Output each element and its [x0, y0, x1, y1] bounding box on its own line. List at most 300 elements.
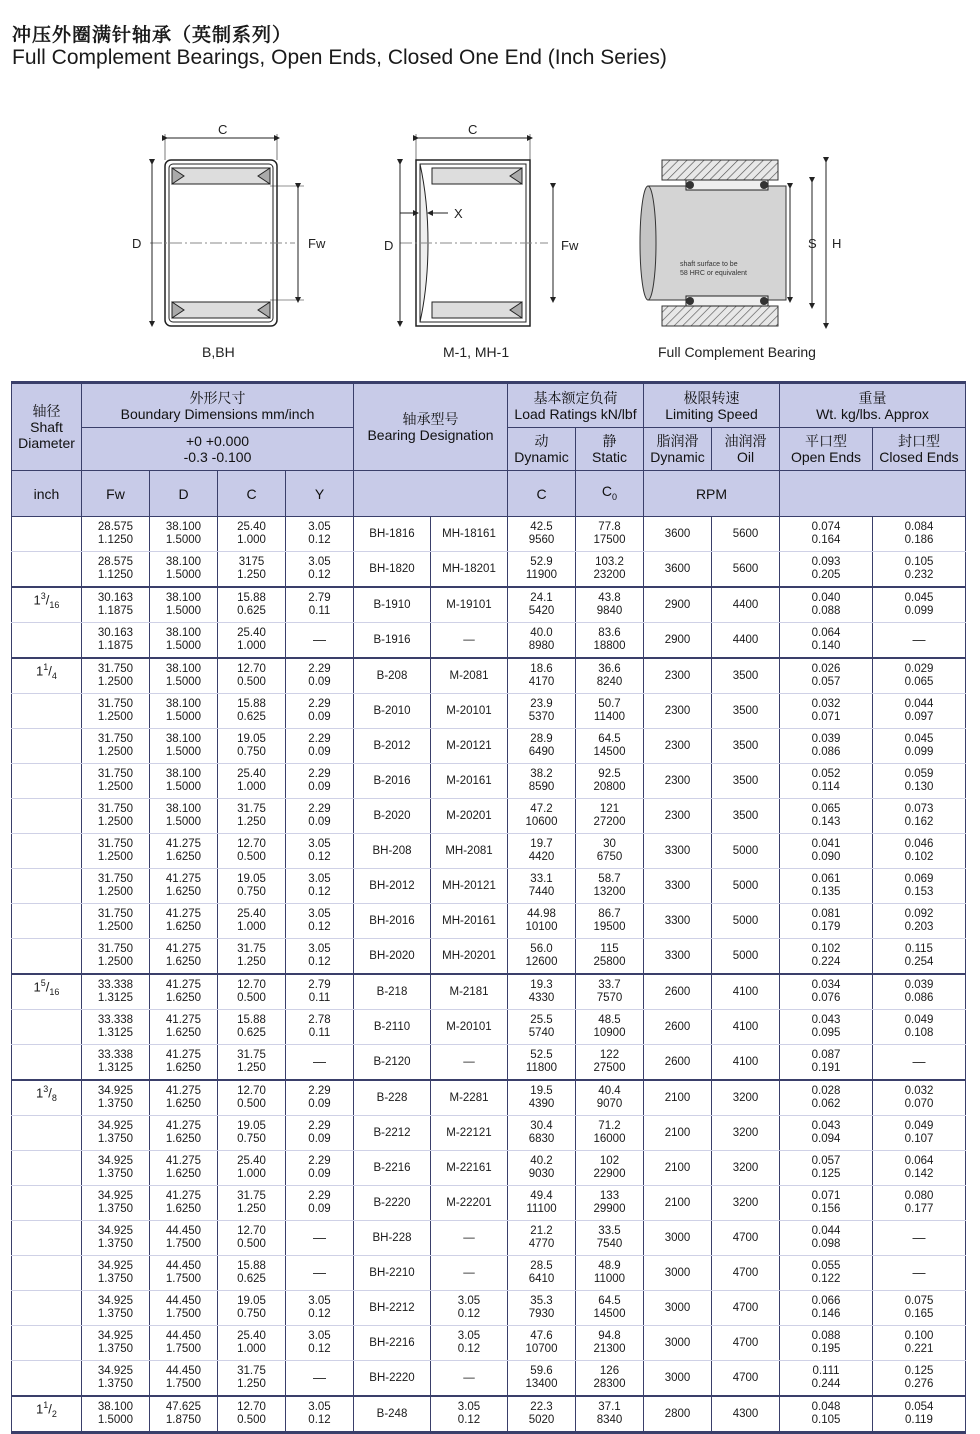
cell-designation-m: 3.05 0.12 — [431, 1291, 508, 1326]
cell-y: 2.79 0.11 — [286, 974, 354, 1010]
shaft-diameter — [12, 869, 82, 904]
cell-static: 103.2 23200 — [576, 552, 644, 588]
cell-static: 77.8 17500 — [576, 517, 644, 552]
cell-speed-grease: 3000 — [644, 1326, 712, 1361]
cell-speed-grease: 3300 — [644, 939, 712, 975]
shaft-diameter — [12, 1151, 82, 1186]
cell-speed-oil: 3200 — [712, 1116, 780, 1151]
header-grease: 脂润滑 Dynamic — [644, 428, 712, 471]
cell-c: 31.75 1.250 — [218, 1045, 286, 1081]
dim-d-m: D — [384, 238, 394, 253]
cell-designation-m: MH-20121 — [431, 869, 508, 904]
cell-speed-grease: 2300 — [644, 694, 712, 729]
cell-fw: 34.925 1.3750 — [82, 1116, 150, 1151]
cell-dynamic: 38.2 8590 — [508, 764, 576, 799]
cell-dynamic: 40.0 8980 — [508, 623, 576, 659]
col-fw: Fw — [82, 471, 150, 517]
cell-static: 94.8 21300 — [576, 1326, 644, 1361]
cell-c: 15.88 0.625 — [218, 1010, 286, 1045]
diagram-caption-m-mh: M-1, MH-1 — [443, 344, 510, 360]
shaft-diameter: $1^1/_4$ — [12, 658, 82, 694]
cell-weight-closed: 0.029 0.065 — [873, 658, 966, 694]
cell-designation-m: MH-18161 — [431, 517, 508, 552]
cell-designation-b: B-1916 — [354, 623, 431, 659]
cell-speed-oil: 4700 — [712, 1361, 780, 1397]
cell-c: 25.40 1.000 — [218, 1326, 286, 1361]
cell-designation-b: BH-2220 — [354, 1361, 431, 1397]
table-row — [12, 799, 966, 834]
table-row — [12, 1291, 966, 1326]
cell-y: 2.29 0.09 — [286, 1151, 354, 1186]
header-oil: 油润滑 Oil — [712, 428, 780, 471]
cell-y: — — [286, 1361, 354, 1397]
cell-fw: 34.925 1.3750 — [82, 1361, 150, 1397]
cell-d: 44.450 1.7500 — [150, 1361, 218, 1397]
cell-fw: 33.338 1.3125 — [82, 974, 150, 1010]
cell-speed-oil: 5600 — [712, 517, 780, 552]
cell-designation-m: M-22201 — [431, 1186, 508, 1221]
cell-weight-closed: 0.049 0.107 — [873, 1116, 966, 1151]
cell-speed-oil: 3200 — [712, 1186, 780, 1221]
col-c: C — [218, 471, 286, 517]
cell-weight-open: 0.074 0.164 — [780, 517, 873, 552]
cell-designation-b: B-208 — [354, 658, 431, 694]
cell-d: 41.275 1.6250 — [150, 1151, 218, 1186]
cell-d: 38.100 1.5000 — [150, 552, 218, 588]
cell-fw: 31.750 1.2500 — [82, 834, 150, 869]
cell-static: 33.7 7570 — [576, 974, 644, 1010]
shaft-diameter — [12, 729, 82, 764]
cell-designation-m: 3.05 0.12 — [431, 1326, 508, 1361]
cell-c: 19.05 0.750 — [218, 729, 286, 764]
cell-weight-open: 0.061 0.135 — [780, 869, 873, 904]
cell-d: 41.275 1.6250 — [150, 974, 218, 1010]
cell-designation-m: MH-20201 — [431, 939, 508, 975]
table-row — [12, 623, 966, 659]
cell-static: 50.7 11400 — [576, 694, 644, 729]
cell-y: 3.05 0.12 — [286, 834, 354, 869]
shaft-diameter — [12, 799, 82, 834]
cell-c: 3175 1.250 — [218, 552, 286, 588]
cell-designation-m: M-22121 — [431, 1116, 508, 1151]
cell-designation-b: BH-2012 — [354, 869, 431, 904]
cell-c: 12.70 0.500 — [218, 1396, 286, 1433]
cell-weight-closed: 0.049 0.108 — [873, 1010, 966, 1045]
cell-fw: 34.925 1.3750 — [82, 1291, 150, 1326]
cell-static: 121 27200 — [576, 799, 644, 834]
cell-designation-m: M-19101 — [431, 587, 508, 623]
cell-weight-open: 0.043 0.094 — [780, 1116, 873, 1151]
cell-weight-closed: 0.046 0.102 — [873, 834, 966, 869]
table-row — [12, 1186, 966, 1221]
cell-y: 2.29 0.09 — [286, 1080, 354, 1116]
cell-y: 3.05 0.12 — [286, 552, 354, 588]
cell-speed-grease: 3600 — [644, 517, 712, 552]
cell-y: 2.29 0.09 — [286, 1116, 354, 1151]
table-row — [12, 974, 966, 1010]
cell-weight-open: 0.040 0.088 — [780, 587, 873, 623]
cell-designation-b: BH-2216 — [354, 1326, 431, 1361]
dim-fw: Fw — [308, 236, 326, 251]
cell-dynamic: 18.6 4170 — [508, 658, 576, 694]
cell-static: 36.6 8240 — [576, 658, 644, 694]
cell-c: 25.40 1.000 — [218, 517, 286, 552]
cell-weight-closed: 0.105 0.232 — [873, 552, 966, 588]
cell-fw: 38.100 1.5000 — [82, 1396, 150, 1433]
cell-speed-oil: 3200 — [712, 1151, 780, 1186]
cell-d: 41.275 1.6250 — [150, 1186, 218, 1221]
cell-y: — — [286, 623, 354, 659]
cell-y: 2.79 0.11 — [286, 587, 354, 623]
cell-designation-m: MH-20161 — [431, 904, 508, 939]
cell-y: 3.05 0.12 — [286, 1326, 354, 1361]
bearing-diagrams — [0, 100, 980, 370]
cell-d: 38.100 1.5000 — [150, 623, 218, 659]
shaft-diameter — [12, 1116, 82, 1151]
cell-designation-m: M-20101 — [431, 694, 508, 729]
table-row — [12, 1116, 966, 1151]
diagram-m-mh — [384, 122, 579, 360]
cell-static: 40.4 9070 — [576, 1080, 644, 1116]
cell-speed-oil: 3500 — [712, 694, 780, 729]
cell-designation-b: B-1910 — [354, 587, 431, 623]
cell-weight-open: 0.111 0.244 — [780, 1361, 873, 1397]
cell-weight-closed: 0.045 0.099 — [873, 729, 966, 764]
table-row — [12, 1080, 966, 1116]
cell-weight-open: 0.032 0.071 — [780, 694, 873, 729]
cell-designation-b: B-2212 — [354, 1116, 431, 1151]
cell-speed-grease: 3600 — [644, 552, 712, 588]
cell-speed-grease: 2600 — [644, 974, 712, 1010]
cell-fw: 28.575 1.1250 — [82, 552, 150, 588]
cell-static: 64.5 14500 — [576, 1291, 644, 1326]
cell-static: 58.7 13200 — [576, 869, 644, 904]
table-row — [12, 694, 966, 729]
dim-c-m: C — [468, 122, 478, 137]
cell-static: 122 27500 — [576, 1045, 644, 1081]
cell-d: 38.100 1.5000 — [150, 658, 218, 694]
cell-weight-open: 0.071 0.156 — [780, 1186, 873, 1221]
cell-d: 41.275 1.6250 — [150, 1045, 218, 1081]
cell-y: — — [286, 1221, 354, 1256]
cell-weight-closed: — — [873, 623, 966, 659]
shaft-diameter: $1^3/_{16}$ — [12, 587, 82, 623]
cell-designation-b: B-2012 — [354, 729, 431, 764]
cell-c: 31.75 1.250 — [218, 799, 286, 834]
diagram-full-complement — [640, 160, 841, 360]
cell-dynamic: 25.5 5740 — [508, 1010, 576, 1045]
cell-designation-b: BH-2020 — [354, 939, 431, 975]
header-designation: 轴承型号 Bearing Designation — [354, 383, 508, 471]
cell-d: 38.100 1.5000 — [150, 694, 218, 729]
cell-weight-closed: 0.069 0.153 — [873, 869, 966, 904]
cell-y: 3.05 0.12 — [286, 869, 354, 904]
cell-weight-open: 0.039 0.086 — [780, 729, 873, 764]
cell-static: 115 25800 — [576, 939, 644, 975]
cell-d: 44.450 1.7500 — [150, 1326, 218, 1361]
col-load-c: C — [508, 471, 576, 517]
cell-designation-m: 3.05 0.12 — [431, 1396, 508, 1433]
cell-static: 86.7 19500 — [576, 904, 644, 939]
cell-static: 83.6 18800 — [576, 623, 644, 659]
cell-c: 31.75 1.250 — [218, 939, 286, 975]
cell-weight-closed: 0.032 0.070 — [873, 1080, 966, 1116]
diagram-b-bh — [132, 122, 326, 360]
cell-weight-closed: — — [873, 1045, 966, 1081]
cell-c: 12.70 0.500 — [218, 974, 286, 1010]
cell-speed-grease: 3000 — [644, 1221, 712, 1256]
col-weight-blank — [780, 471, 966, 517]
dim-x: X — [454, 206, 463, 221]
shaft-diameter — [12, 939, 82, 975]
shaft-diameter — [12, 834, 82, 869]
cell-speed-grease: 2100 — [644, 1186, 712, 1221]
cell-speed-grease: 3300 — [644, 869, 712, 904]
shaft-diameter: $1^5/_{16}$ — [12, 974, 82, 1010]
cell-speed-grease: 2300 — [644, 799, 712, 834]
cell-static: 48.5 10900 — [576, 1010, 644, 1045]
table-row — [12, 1256, 966, 1291]
cell-speed-grease: 2100 — [644, 1116, 712, 1151]
cell-fw: 33.338 1.3125 — [82, 1010, 150, 1045]
cell-d: 41.275 1.6250 — [150, 939, 218, 975]
cell-weight-open: 0.093 0.205 — [780, 552, 873, 588]
cell-weight-open: 0.064 0.140 — [780, 623, 873, 659]
cell-d: 41.275 1.6250 — [150, 1116, 218, 1151]
cell-fw: 31.750 1.2500 — [82, 799, 150, 834]
cell-dynamic: 35.3 7930 — [508, 1291, 576, 1326]
table-row — [12, 1010, 966, 1045]
cell-speed-grease: 2300 — [644, 764, 712, 799]
cell-fw: 31.750 1.2500 — [82, 694, 150, 729]
cell-speed-grease: 2300 — [644, 729, 712, 764]
shaft-diameter — [12, 764, 82, 799]
cell-fw: 34.925 1.3750 — [82, 1151, 150, 1186]
unit-inch: inch — [12, 471, 82, 517]
cell-fw: 34.925 1.3750 — [82, 1186, 150, 1221]
cell-speed-grease: 2900 — [644, 587, 712, 623]
table-row — [12, 658, 966, 694]
dim-h: H — [832, 236, 842, 251]
table-row — [12, 552, 966, 588]
table-row — [12, 729, 966, 764]
page-title-cn: 冲压外圈满针轴承（英制系列） — [12, 24, 293, 46]
shaft-diameter — [12, 517, 82, 552]
table-row — [12, 869, 966, 904]
cell-dynamic: 47.6 10700 — [508, 1326, 576, 1361]
cell-dynamic: 19.3 4330 — [508, 974, 576, 1010]
cell-designation-b: B-218 — [354, 974, 431, 1010]
cell-weight-open: 0.081 0.179 — [780, 904, 873, 939]
table-row — [12, 1045, 966, 1081]
cell-c: 15.88 0.625 — [218, 587, 286, 623]
cell-static: 33.5 7540 — [576, 1221, 644, 1256]
cell-c: 12.70 0.500 — [218, 1080, 286, 1116]
cell-d: 38.100 1.5000 — [150, 729, 218, 764]
cell-d: 44.450 1.7500 — [150, 1256, 218, 1291]
cell-weight-closed: 0.064 0.142 — [873, 1151, 966, 1186]
cell-speed-oil: 5600 — [712, 552, 780, 588]
cell-designation-b: BH-2016 — [354, 904, 431, 939]
cell-weight-closed: 0.100 0.221 — [873, 1326, 966, 1361]
cell-speed-grease: 2300 — [644, 658, 712, 694]
cell-fw: 31.750 1.2500 — [82, 904, 150, 939]
cell-d: 38.100 1.5000 — [150, 517, 218, 552]
cell-designation-m: M-2081 — [431, 658, 508, 694]
cell-designation-b: BH-228 — [354, 1221, 431, 1256]
cell-c: 25.40 1.000 — [218, 1151, 286, 1186]
cell-weight-closed: 0.080 0.177 — [873, 1186, 966, 1221]
cell-y: 3.05 0.12 — [286, 517, 354, 552]
cell-y: 2.29 0.09 — [286, 1186, 354, 1221]
cell-c: 15.88 0.625 — [218, 694, 286, 729]
cell-c: 25.40 1.000 — [218, 904, 286, 939]
cell-static: 102 22900 — [576, 1151, 644, 1186]
cell-weight-open: 0.044 0.098 — [780, 1221, 873, 1256]
cell-fw: 28.575 1.1250 — [82, 517, 150, 552]
cell-y: 2.29 0.09 — [286, 799, 354, 834]
header-static: 静 Static — [576, 428, 644, 471]
cell-fw: 31.750 1.2500 — [82, 764, 150, 799]
table-row — [12, 1396, 966, 1433]
cell-designation-m: — — [431, 1221, 508, 1256]
cell-weight-closed: 0.092 0.203 — [873, 904, 966, 939]
cell-c: 25.40 1.000 — [218, 623, 286, 659]
cell-designation-m: M-20161 — [431, 764, 508, 799]
cell-d: 38.100 1.5000 — [150, 587, 218, 623]
bearing-table — [11, 381, 966, 1434]
cell-designation-b: B-228 — [354, 1080, 431, 1116]
cell-weight-open: 0.028 0.062 — [780, 1080, 873, 1116]
cell-speed-grease: 2100 — [644, 1151, 712, 1186]
cell-y: 2.29 0.09 — [286, 729, 354, 764]
cell-c: 19.05 0.750 — [218, 1291, 286, 1326]
cell-weight-closed: — — [873, 1256, 966, 1291]
cell-c: 31.75 1.250 — [218, 1186, 286, 1221]
cell-c: 19.05 0.750 — [218, 869, 286, 904]
header-speed: 极限转速 Limiting Speed — [644, 383, 780, 428]
cell-speed-grease: 3300 — [644, 834, 712, 869]
shaft-diameter — [12, 552, 82, 588]
cell-designation-b: B-2016 — [354, 764, 431, 799]
cell-static: 30 6750 — [576, 834, 644, 869]
shaft-diameter — [12, 1186, 82, 1221]
cell-designation-m: — — [431, 1045, 508, 1081]
header-load: 基本额定负荷 Load Ratings kN/lbf — [508, 383, 644, 428]
cell-designation-b: BH-2212 — [354, 1291, 431, 1326]
cell-dynamic: 21.2 4770 — [508, 1221, 576, 1256]
cell-d: 41.275 1.6250 — [150, 834, 218, 869]
cell-static: 133 29900 — [576, 1186, 644, 1221]
cell-designation-b: B-248 — [354, 1396, 431, 1433]
cell-speed-oil: 4700 — [712, 1256, 780, 1291]
cell-d: 41.275 1.6250 — [150, 904, 218, 939]
cell-designation-m: M-2181 — [431, 974, 508, 1010]
cell-y: 2.78 0.11 — [286, 1010, 354, 1045]
cell-fw: 31.750 1.2500 — [82, 939, 150, 975]
cell-dynamic: 33.1 7440 — [508, 869, 576, 904]
header-closed-ends: 封口型 Closed Ends — [873, 428, 966, 471]
cell-weight-open: 0.043 0.095 — [780, 1010, 873, 1045]
header-open-ends: 平口型 Open Ends — [780, 428, 873, 471]
cell-weight-open: 0.052 0.114 — [780, 764, 873, 799]
cell-dynamic: 19.5 4390 — [508, 1080, 576, 1116]
shaft-diameter — [12, 694, 82, 729]
cell-speed-oil: 4400 — [712, 623, 780, 659]
cell-designation-m: MH-2081 — [431, 834, 508, 869]
table-row — [12, 1221, 966, 1256]
cell-weight-closed: 0.054 0.119 — [873, 1396, 966, 1433]
cell-fw: 31.750 1.2500 — [82, 658, 150, 694]
cell-c: 12.70 0.500 — [218, 834, 286, 869]
cell-fw: 34.925 1.3750 — [82, 1080, 150, 1116]
cell-fw: 30.163 1.1875 — [82, 623, 150, 659]
cell-speed-oil: 4700 — [712, 1326, 780, 1361]
table-body — [12, 517, 966, 1433]
cell-designation-b: BH-1816 — [354, 517, 431, 552]
cell-speed-oil: 5000 — [712, 869, 780, 904]
cell-speed-grease: 3000 — [644, 1256, 712, 1291]
cell-fw: 31.750 1.2500 — [82, 869, 150, 904]
table-row — [12, 904, 966, 939]
cell-weight-closed: 0.115 0.254 — [873, 939, 966, 975]
cell-c: 25.40 1.000 — [218, 764, 286, 799]
cell-static: 126 28300 — [576, 1361, 644, 1397]
cell-speed-grease: 2900 — [644, 623, 712, 659]
col-designation-blank — [354, 471, 508, 517]
cell-dynamic: 28.9 6490 — [508, 729, 576, 764]
cell-designation-m: M-22161 — [431, 1151, 508, 1186]
cell-weight-open: 0.055 0.122 — [780, 1256, 873, 1291]
cell-y: 2.29 0.09 — [286, 694, 354, 729]
cell-c: 12.70 0.500 — [218, 1221, 286, 1256]
cell-speed-oil: 5000 — [712, 939, 780, 975]
cell-dynamic: 52.5 11800 — [508, 1045, 576, 1081]
cell-fw: 34.925 1.3750 — [82, 1326, 150, 1361]
cell-weight-open: 0.026 0.057 — [780, 658, 873, 694]
cell-speed-grease: 3000 — [644, 1361, 712, 1397]
shaft-diameter: $1^1/_2$ — [12, 1396, 82, 1433]
cell-designation-b: B-2020 — [354, 799, 431, 834]
cell-designation-b: B-2216 — [354, 1151, 431, 1186]
cell-weight-closed: — — [873, 1221, 966, 1256]
cell-d: 47.625 1.8750 — [150, 1396, 218, 1433]
cell-speed-grease: 3300 — [644, 904, 712, 939]
col-rpm: RPM — [644, 471, 780, 517]
cell-c: 31.75 1.250 — [218, 1361, 286, 1397]
cell-weight-open: 0.057 0.125 — [780, 1151, 873, 1186]
cell-weight-open: 0.087 0.191 — [780, 1045, 873, 1081]
cell-speed-oil: 4400 — [712, 587, 780, 623]
cell-fw: 34.925 1.3750 — [82, 1256, 150, 1291]
cell-weight-closed: 0.044 0.097 — [873, 694, 966, 729]
dim-s: S — [808, 236, 817, 251]
cell-designation-m: M-2281 — [431, 1080, 508, 1116]
cell-speed-grease: 3000 — [644, 1291, 712, 1326]
cell-speed-oil: 4700 — [712, 1221, 780, 1256]
cell-d: 41.275 1.6250 — [150, 1080, 218, 1116]
cell-c: 19.05 0.750 — [218, 1116, 286, 1151]
cell-weight-open: 0.065 0.143 — [780, 799, 873, 834]
cell-dynamic: 23.9 5370 — [508, 694, 576, 729]
cell-y: 2.29 0.09 — [286, 764, 354, 799]
table-row — [12, 517, 966, 552]
cell-dynamic: 49.4 11100 — [508, 1186, 576, 1221]
cell-weight-closed: 0.084 0.186 — [873, 517, 966, 552]
cell-static: 37.1 8340 — [576, 1396, 644, 1433]
cell-dynamic: 56.0 12600 — [508, 939, 576, 975]
shaft-diameter — [12, 623, 82, 659]
